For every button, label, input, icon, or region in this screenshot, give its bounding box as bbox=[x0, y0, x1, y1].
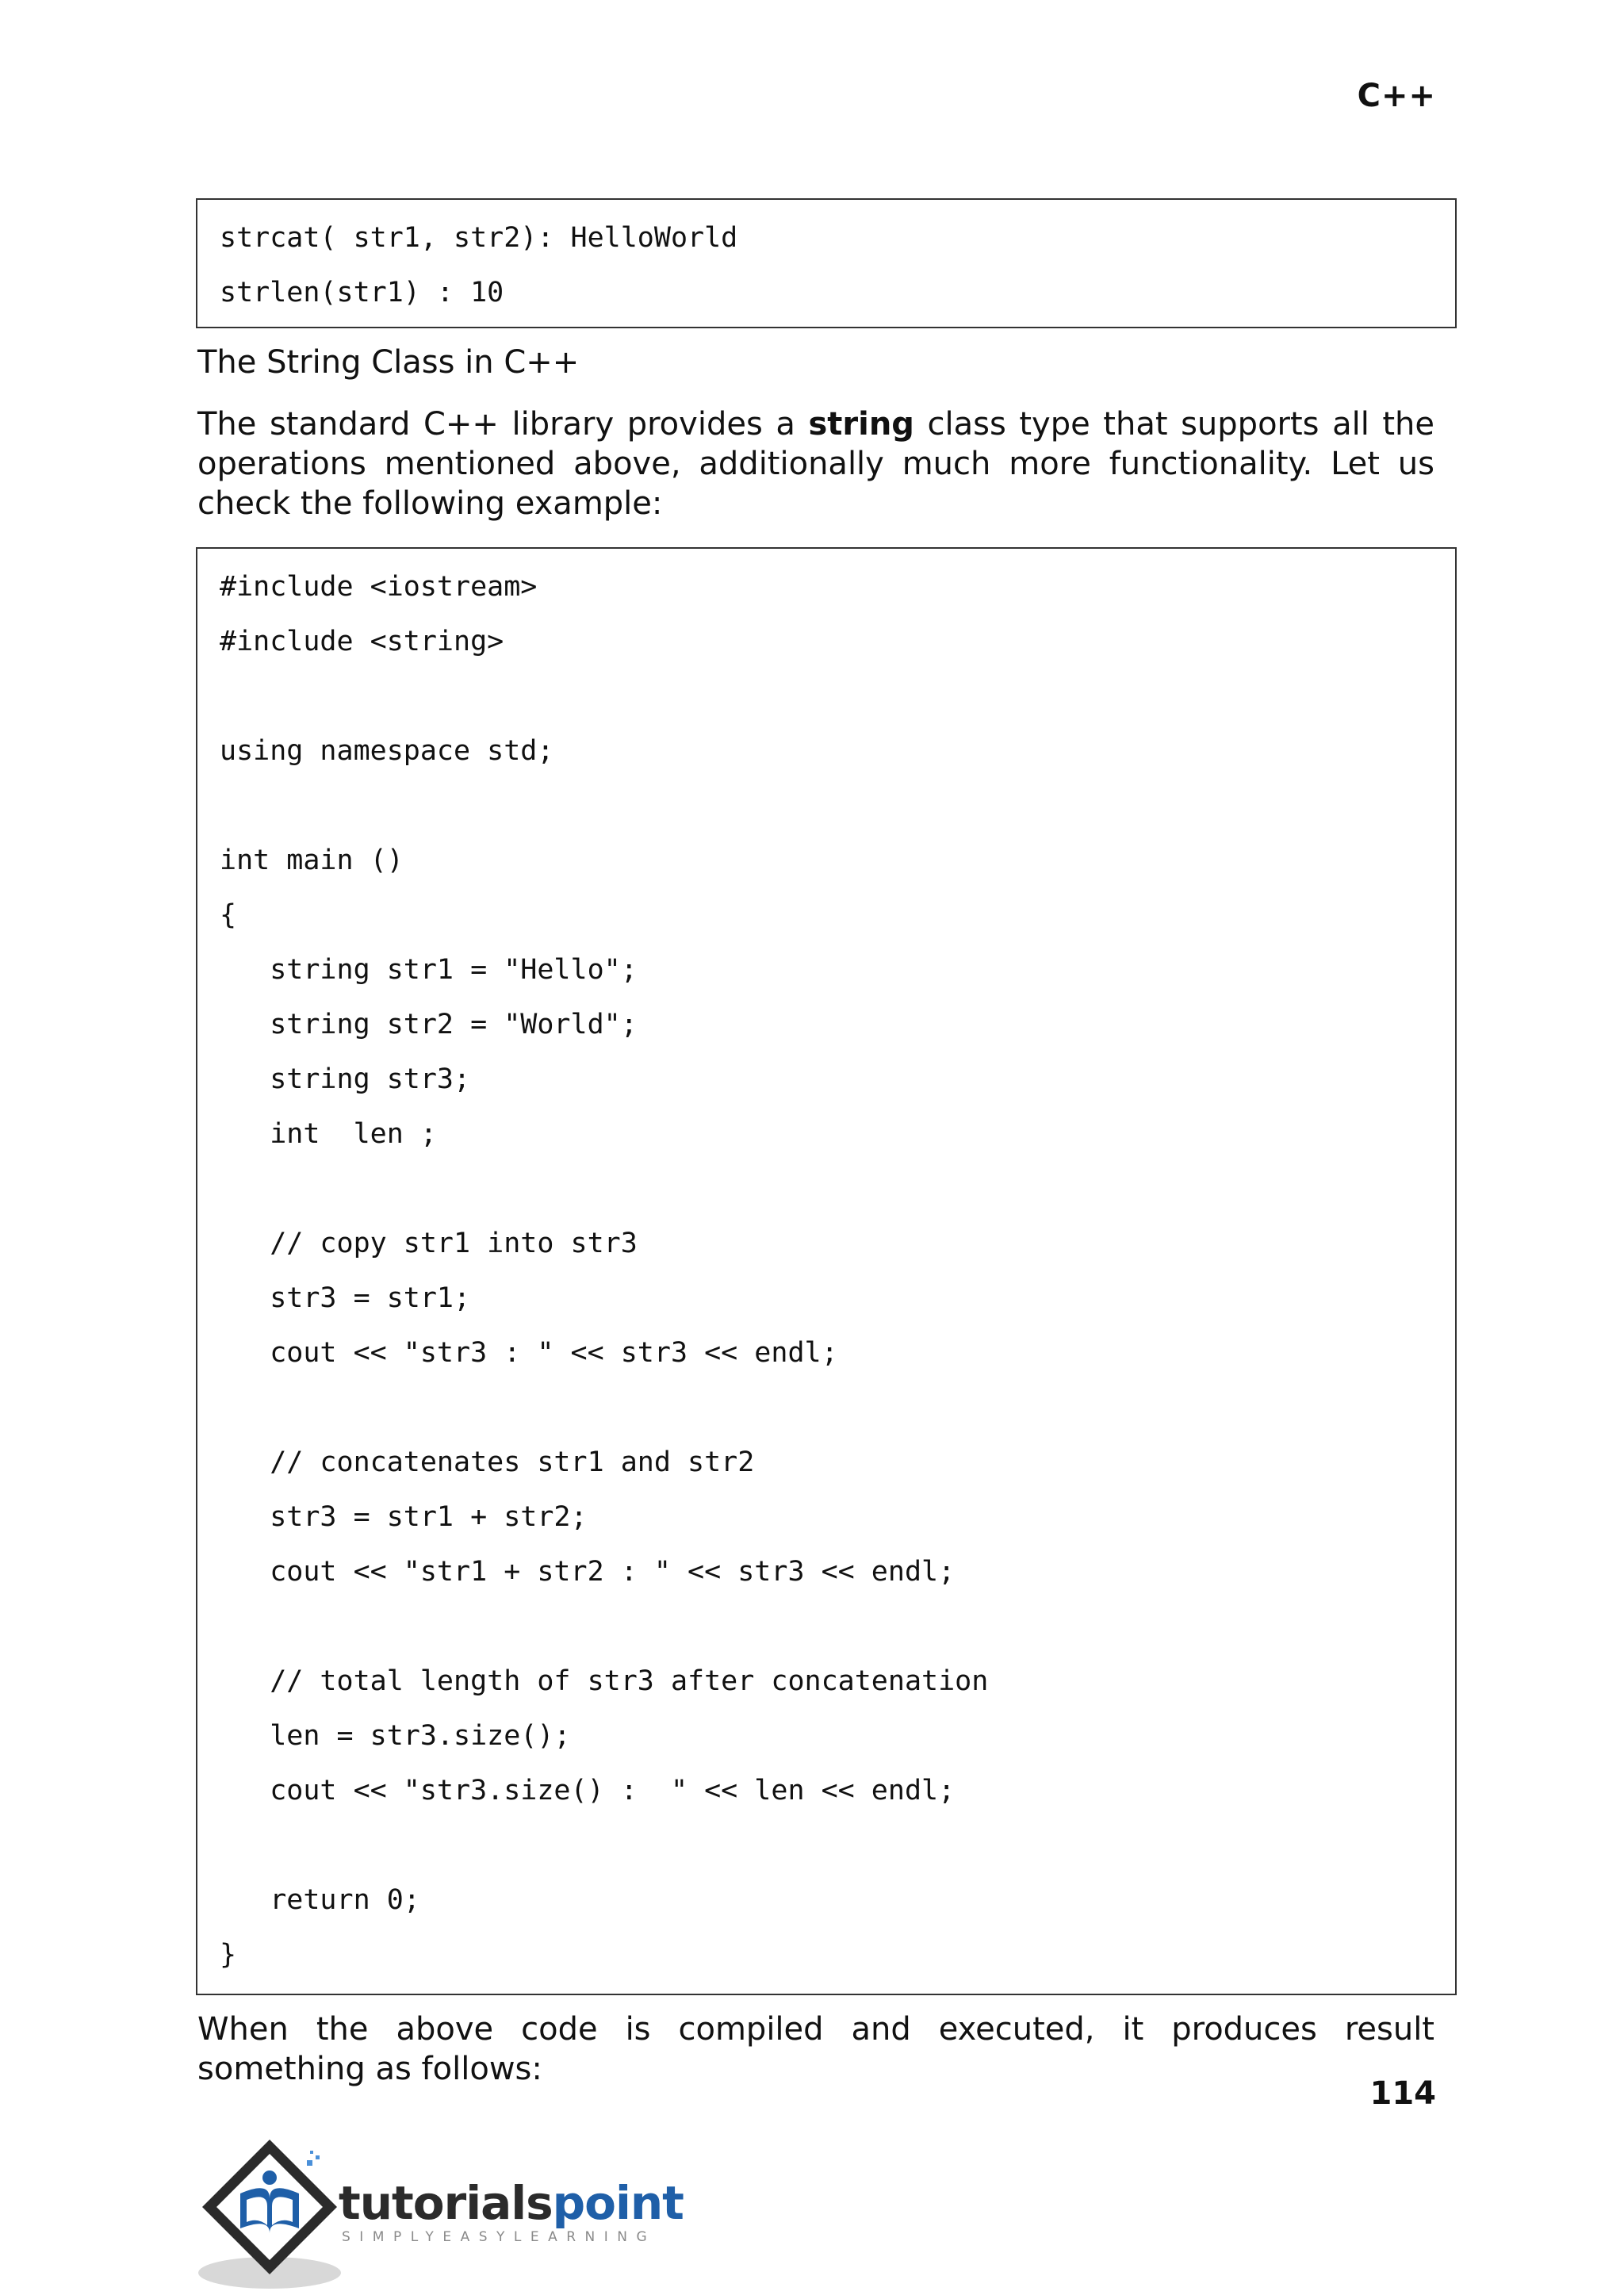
code-line: // copy str1 into str3 bbox=[220, 1228, 638, 1259]
code-line: string str1 = "Hello"; bbox=[220, 954, 638, 986]
intro-text-after: class type that supports all the operations mentioned above, additionally much more functionality. Let us check the following example: bbox=[197, 406, 1435, 522]
logo-tagline: SIMPLYEASYLEARNING bbox=[342, 2229, 657, 2245]
section-heading: The String Class in C++ bbox=[197, 344, 580, 381]
code-line: str3 = str1; bbox=[220, 1282, 471, 1314]
code-line: // concatenates str1 and str2 bbox=[220, 1446, 755, 1478]
code-line bbox=[220, 1381, 1455, 1435]
code-line bbox=[220, 1600, 1455, 1654]
code-line bbox=[220, 1162, 1455, 1216]
code-line: #include <iostream> bbox=[220, 571, 538, 603]
output-line: strcat( str1, str2): HelloWorld bbox=[220, 222, 738, 254]
code-line: cout << "str3.size() : " << len << endl; bbox=[220, 1775, 956, 1806]
code-line: cout << "str3 : " << str3 << endl; bbox=[220, 1337, 838, 1369]
intro-paragraph bbox=[197, 404, 1434, 523]
code-line bbox=[220, 669, 1455, 724]
tutorialspoint-logo bbox=[194, 2132, 686, 2295]
code-line: cout << "str1 + str2 : " << str3 << endl; bbox=[220, 1556, 956, 1588]
code-block bbox=[196, 547, 1457, 1995]
svg-text:tutorialspoint bbox=[339, 2176, 684, 2230]
code-line: len = str3.size(); bbox=[220, 1720, 571, 1752]
code-line: // total length of str3 after concatenation bbox=[220, 1665, 989, 1697]
code-line bbox=[220, 779, 1455, 833]
code-line: int len ; bbox=[220, 1118, 437, 1150]
code-line: { bbox=[220, 899, 237, 931]
code-line: #include <string> bbox=[220, 626, 504, 657]
code-line: string str3; bbox=[220, 1063, 471, 1095]
intro-bold-term: string bbox=[808, 406, 914, 443]
code-line: using namespace std; bbox=[220, 735, 554, 767]
code-line: str3 = str1 + str2; bbox=[220, 1501, 588, 1533]
result-paragraph: When the above code is compiled and executed, it produces result something as follows: bbox=[197, 2011, 1434, 2087]
logo-sparkle bbox=[310, 2151, 313, 2154]
code-line: return 0; bbox=[220, 1884, 420, 1916]
code-line: string str2 = "World"; bbox=[220, 1009, 638, 1040]
intro-text-before: The standard C++ library provides a bbox=[197, 406, 795, 443]
code-line: int main () bbox=[220, 845, 404, 876]
output-line: strlen(str1) : 10 bbox=[220, 277, 504, 308]
logo-brand-right: point bbox=[552, 2176, 684, 2230]
code-line: } bbox=[220, 1939, 237, 1971]
logo-sparkle bbox=[307, 2160, 312, 2166]
page-number: 114 bbox=[1369, 2075, 1436, 2112]
logo-sparkle bbox=[316, 2155, 320, 2159]
code-line bbox=[220, 1818, 1455, 1873]
document-header-title: C++ bbox=[1357, 78, 1436, 114]
logo-brand-left: tutorials bbox=[339, 2176, 553, 2230]
output-box bbox=[196, 198, 1457, 328]
